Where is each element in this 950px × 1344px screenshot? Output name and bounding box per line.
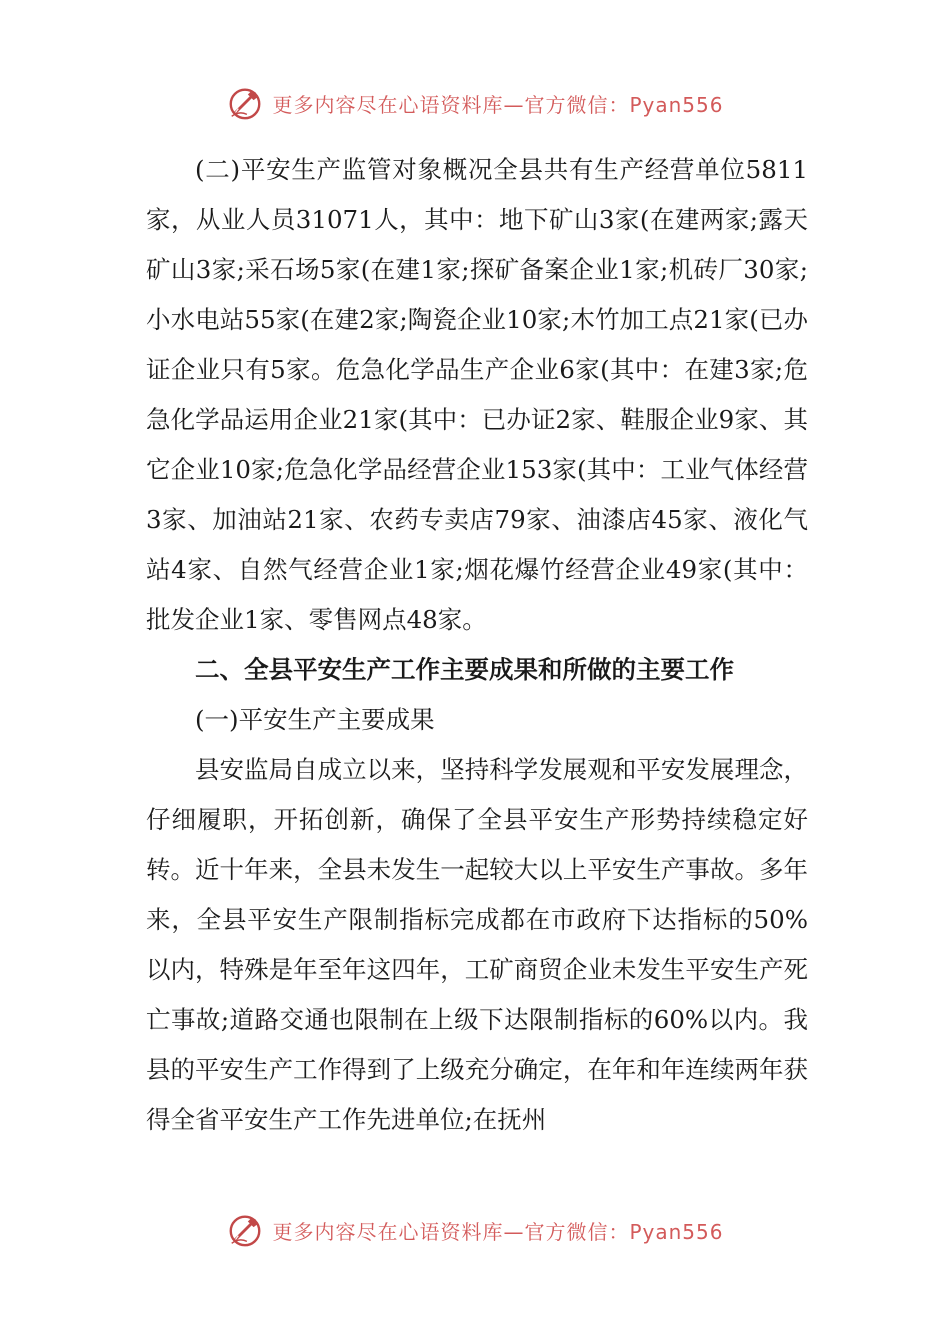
header-watermark-banner — [0, 78, 950, 128]
section-heading-2: 二、全县平安生产工作主要成果和所做的主要工作 — [195, 655, 734, 684]
paragraph-supervision-overview: (二)平安生产监管对象概况全县共有生产经营单位5811家，从业人员31071人，其中：地下矿山3家(在建两家;露天矿山3家;采石场5家(在建1家;探矿备案企业1家;机砖厂30家;小水电站55家(在建2家;陶瓷企业10家;木竹加工点21家(已办证企业只有5家。危急化学品生产企业6家(其中：在建3家;危急化学品运用企业21家(其中：已办证2家、鞋服企业9家、其它企业10家;危急化学品经营企业153家(其中：工业气体经营3家、加油站21家、农药专卖店79家、油漆店45家、液化气站4家、自然气经营企业1家;烟花爆竹经营企业49家(其中：批发企业1家、零售网点48家。 — [146, 155, 808, 634]
watermark-text: 更多内容尽在心语资料库—官方微信：Pyan556 — [272, 1219, 724, 1244]
subsection-heading-1: (一)平安生产主要成果 — [195, 705, 435, 734]
footer-watermark — [226, 1211, 723, 1249]
watermark-text: 更多内容尽在心语资料库—官方微信：Pyan556 — [272, 92, 724, 117]
header-watermark — [226, 84, 723, 122]
pen-circle-logo-icon — [226, 84, 264, 122]
footer-watermark-banner — [0, 1205, 950, 1255]
paragraph-main-achievements: 县安监局自成立以来，坚持科学发展观和平安发展理念，仔细履职，开拓创新，确保了全县平安生产形势持续稳定好转。近十年来，全县未发生一起较大以上平安生产事故。多年来，全县平安生产限制指标完成都在市政府下达指标的50%以内，特殊是年至年这四年，工矿商贸企业未发生平安生产死亡事故;道路交通也限制在上级下达限制指标的60%以内。我县的平安生产工作得到了上级充分确定，在年和年连续两年获得全省平安生产工作先进单位;在抚州 — [146, 755, 808, 1134]
pen-circle-logo-icon — [226, 1211, 264, 1249]
document-body — [146, 145, 808, 1195]
